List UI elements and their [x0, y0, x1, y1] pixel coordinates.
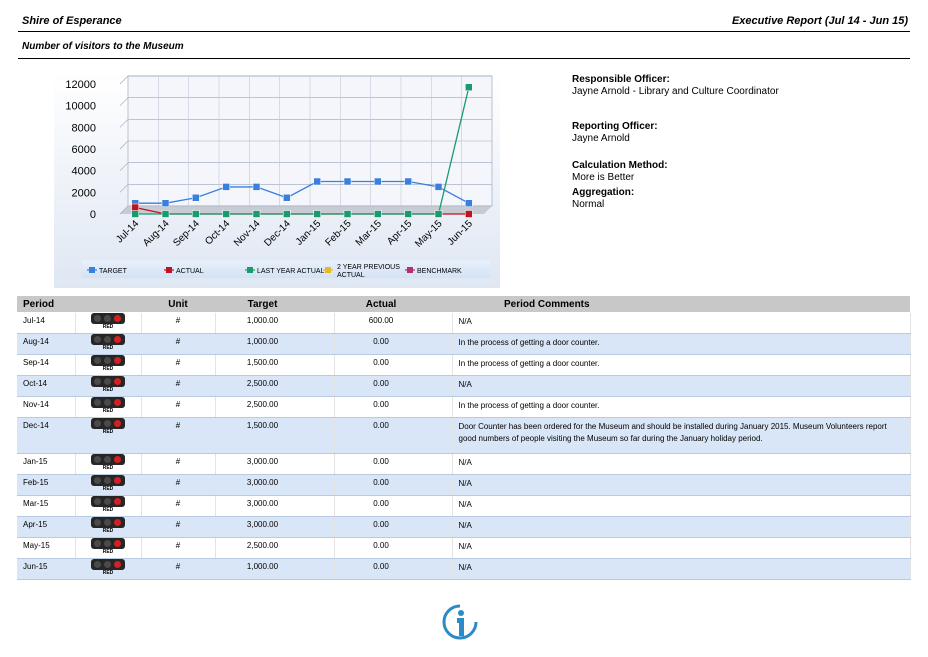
comment-cell: N/A: [452, 313, 910, 334]
data-point: [435, 211, 442, 218]
table-row: [17, 313, 910, 334]
actual-cell: 0.00: [334, 334, 452, 355]
comment-cell: In the process of getting a door counter.: [452, 397, 910, 418]
comment-cell: N/A: [452, 376, 910, 397]
status-label: RED: [102, 507, 114, 513]
unit-cell: #: [141, 475, 215, 496]
data-point: [435, 183, 442, 190]
status-cell: [75, 454, 141, 475]
actual-cell: 0.00: [334, 355, 452, 376]
comment-cell: In the process of getting a door counter.: [452, 334, 910, 355]
table-row: [17, 397, 910, 418]
organisation-name: Shire of Esperance: [22, 15, 122, 27]
data-point: [283, 194, 290, 201]
unit-cell: #: [141, 559, 215, 580]
traffic-light-icon: [91, 538, 125, 556]
status-cell: [75, 559, 141, 580]
table-row: [17, 418, 910, 454]
status-label: RED: [102, 465, 114, 471]
y-tick-label: 8000: [71, 122, 96, 135]
legend-actual: ACTUAL: [176, 268, 204, 275]
legend-benchmark: BENCHMARK: [417, 268, 462, 275]
period-cell: Mar-15: [17, 496, 75, 517]
y-tick-label: 10000: [65, 100, 96, 113]
status-cell: [75, 475, 141, 496]
header-unit: Unit: [141, 296, 215, 313]
legend-two-year-line1: 2 YEAR PREVIOUS: [337, 264, 400, 271]
x-tick-label: Dec-14: [262, 218, 293, 249]
comment-cell: N/A: [452, 496, 910, 517]
target-cell: 3,000.00: [215, 517, 334, 538]
traffic-light-icon: [91, 313, 125, 331]
actual-cell: 0.00: [334, 397, 452, 418]
status-label: RED: [102, 324, 114, 330]
section-title: Number of visitors to the Museum: [22, 41, 184, 52]
legend-last-year-swatch: [247, 267, 253, 273]
data-point: [253, 211, 260, 218]
actual-cell: 0.00: [334, 376, 452, 397]
reporting-officer: [572, 121, 658, 145]
unit-cell: #: [141, 454, 215, 475]
traffic-light-icon: [91, 454, 125, 472]
header-divider: [18, 31, 910, 32]
period-cell: Nov-14: [17, 397, 75, 418]
period-cell: Feb-15: [17, 475, 75, 496]
legend-benchmark-swatch: [407, 267, 413, 273]
reporting-officer-value: Jayne Arnold: [572, 133, 630, 144]
header-period: Period: [17, 296, 75, 313]
data-point: [162, 200, 169, 207]
unit-cell: #: [141, 517, 215, 538]
legend-last-year: LAST YEAR ACTUAL: [257, 268, 325, 275]
x-tick-label: May-15: [413, 218, 445, 250]
x-tick-label: Mar-15: [353, 218, 384, 249]
period-cell: Sep-14: [17, 355, 75, 376]
unit-cell: #: [141, 376, 215, 397]
data-point: [405, 178, 412, 185]
legend-two-year-line2: ACTUAL: [337, 272, 365, 279]
report-title: Executive Report (Jul 14 - Jun 15): [731, 15, 908, 27]
header-status: [75, 296, 141, 313]
target-cell: 1,000.00: [215, 334, 334, 355]
data-point: [192, 194, 199, 201]
x-tick-label: Apr-15: [385, 218, 415, 248]
table-row: [17, 475, 910, 496]
comment-cell: N/A: [452, 559, 910, 580]
header-comments: Period Comments: [452, 296, 910, 313]
data-point: [314, 211, 321, 218]
visitors-chart: [54, 72, 500, 288]
data-point: [283, 211, 290, 218]
x-tick-label: Jul-14: [114, 218, 142, 246]
period-cell: Jan-15: [17, 454, 75, 475]
responsible-officer-value: Jayne Arnold - Library and Culture Coordinator: [572, 86, 779, 97]
comment-cell: N/A: [452, 538, 910, 559]
status-cell: [75, 517, 141, 538]
data-point: [223, 211, 230, 218]
actual-cell: 0.00: [334, 475, 452, 496]
actual-cell: 600.00: [334, 313, 452, 334]
x-tick-label: Jan-15: [293, 218, 324, 248]
actual-cell: 0.00: [334, 496, 452, 517]
table-row: [17, 376, 910, 397]
status-cell: [75, 496, 141, 517]
traffic-light-icon: [91, 334, 125, 352]
target-cell: 1,500.00: [215, 355, 334, 376]
data-point: [223, 183, 230, 190]
data-point: [465, 211, 472, 218]
period-cell: Apr-15: [17, 517, 75, 538]
status-cell: [75, 418, 141, 454]
data-point: [344, 211, 351, 218]
comment-cell: Door Counter has been ordered for the Museum and should be installed during January 2015. Museum Volunteers report good numbers of people visiting the Museum so far during the January holiday period.: [452, 418, 910, 454]
comment-cell: N/A: [452, 517, 910, 538]
table-row: [17, 454, 910, 475]
unit-cell: #: [141, 313, 215, 334]
calculation-method: [572, 160, 668, 184]
legend-target-swatch: [89, 267, 95, 273]
x-tick-label: Aug-14: [141, 218, 172, 249]
table-row: [17, 538, 910, 559]
period-cell: Jun-15: [17, 559, 75, 580]
aggregation-value: Normal: [572, 199, 605, 210]
legend-two-year-swatch: [325, 267, 331, 273]
data-point: [314, 178, 321, 185]
responsible-officer: [572, 74, 779, 98]
status-label: RED: [102, 387, 114, 393]
period-cell: Dec-14: [17, 418, 75, 454]
traffic-light-icon: [91, 418, 125, 436]
aggregation-label: Aggregation:: [572, 187, 635, 198]
target-cell: 2,500.00: [215, 397, 334, 418]
reporting-officer-label: Reporting Officer:: [572, 121, 658, 132]
traffic-light-icon: [91, 475, 125, 493]
target-cell: 3,000.00: [215, 454, 334, 475]
status-label: RED: [102, 429, 114, 435]
calculation-method-value: More is Better: [572, 172, 635, 183]
aggregation: [572, 187, 634, 211]
target-cell: 1,000.00: [215, 313, 334, 334]
status-label: RED: [102, 528, 114, 534]
data-point: [132, 204, 139, 211]
status-cell: [75, 376, 141, 397]
target-cell: 1,000.00: [215, 559, 334, 580]
data-point: [465, 84, 472, 91]
status-label: RED: [102, 570, 114, 576]
period-cell: May-15: [17, 538, 75, 559]
x-tick-label: Feb-15: [323, 218, 354, 249]
actual-cell: 0.00: [334, 538, 452, 559]
data-point: [405, 211, 412, 218]
table-header-row: [17, 296, 910, 313]
logo-icon: [440, 604, 480, 640]
traffic-light-icon: [91, 376, 125, 394]
status-label: RED: [102, 549, 114, 555]
data-point: [192, 211, 199, 218]
unit-cell: #: [141, 397, 215, 418]
legend-actual-swatch: [166, 267, 172, 273]
table-row: [17, 559, 910, 580]
actual-cell: 0.00: [334, 418, 452, 454]
status-cell: [75, 538, 141, 559]
period-cell: Aug-14: [17, 334, 75, 355]
y-tick-label: 12000: [65, 79, 96, 91]
status-label: RED: [102, 408, 114, 414]
status-label: RED: [102, 486, 114, 492]
unit-cell: #: [141, 496, 215, 517]
data-point: [162, 211, 169, 218]
unit-cell: #: [141, 418, 215, 454]
x-tick-label: Oct-14: [203, 218, 233, 248]
target-cell: 3,000.00: [215, 496, 334, 517]
status-cell: [75, 334, 141, 355]
status-cell: [75, 397, 141, 418]
data-point: [374, 178, 381, 185]
data-point: [374, 211, 381, 218]
unit-cell: #: [141, 334, 215, 355]
calculation-method-label: Calculation Method:: [572, 160, 668, 171]
unit-cell: #: [141, 355, 215, 376]
target-cell: 2,500.00: [215, 538, 334, 559]
y-tick-label: 6000: [71, 144, 96, 156]
status-label: RED: [102, 366, 114, 372]
comment-cell: N/A: [452, 475, 910, 496]
target-cell: 3,000.00: [215, 475, 334, 496]
unit-cell: #: [141, 538, 215, 559]
traffic-light-icon: [91, 355, 125, 373]
y-tick-label: 4000: [71, 165, 96, 178]
table-row: [17, 496, 910, 517]
traffic-light-icon: [91, 517, 125, 535]
traffic-light-icon: [91, 397, 125, 415]
table-row: [17, 517, 910, 538]
x-tick-label: Nov-14: [232, 218, 263, 249]
actual-cell: 0.00: [334, 454, 452, 475]
status-label: RED: [102, 345, 114, 351]
data-point: [253, 183, 260, 190]
y-tick-label: 2000: [71, 187, 96, 200]
traffic-light-icon: [91, 559, 125, 577]
data-point: [344, 178, 351, 185]
company-logo: [440, 604, 480, 645]
comment-cell: N/A: [452, 454, 910, 475]
section-divider: [18, 58, 910, 59]
y-tick-label: 0: [89, 209, 96, 221]
x-tick-label: Jun-15: [445, 218, 475, 248]
table-row: [17, 334, 910, 355]
chart-legend: [82, 260, 490, 279]
table-row: [17, 355, 910, 376]
target-cell: 1,500.00: [215, 418, 334, 454]
period-cell: Oct-14: [17, 376, 75, 397]
traffic-light-icon: [91, 496, 125, 514]
period-cell: Jul-14: [17, 313, 75, 334]
status-cell: [75, 355, 141, 376]
actual-cell: 0.00: [334, 559, 452, 580]
status-cell: [75, 313, 141, 334]
header-target: Target: [215, 296, 334, 313]
header-actual: Actual: [334, 296, 452, 313]
x-tick-label: Sep-14: [171, 218, 202, 249]
data-point: [132, 211, 139, 218]
responsible-officer-label: Responsible Officer:: [572, 74, 670, 85]
data-point: [465, 200, 472, 207]
actual-cell: 0.00: [334, 517, 452, 538]
period-table: [17, 296, 911, 580]
comment-cell: In the process of getting a door counter.: [452, 355, 910, 376]
legend-target: TARGET: [99, 268, 127, 275]
target-cell: 2,500.00: [215, 376, 334, 397]
